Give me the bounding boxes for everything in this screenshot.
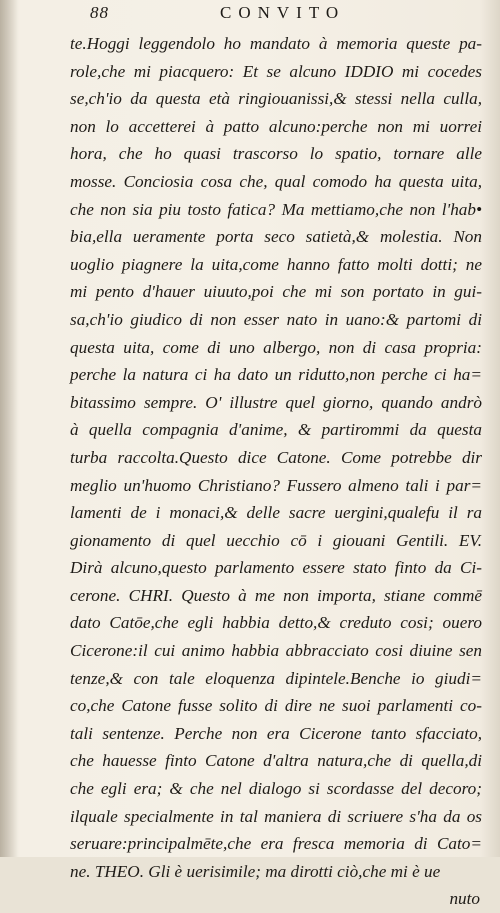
running-head: CONVITO [220,3,346,22]
text-line: à quella compagnia d'anime, & partirommi da questa [70,420,482,440]
text-line: sa,ch'io giudico di non esser nato in uano:& partomi di [70,309,482,329]
page-number: 88 [90,3,109,22]
text-line: lamenti de i monaci,& delle sacre uergini,qualefu il ra [70,503,482,523]
text-line: che hauesse finto Catone d'altra natura,che di quella,di [70,751,482,771]
text-line: perche la natura ci ha dato un ridutto,non perche ci ha= [70,365,482,385]
text-line: cerone. CHRI. Questo à me non importa, stiane commē [70,585,482,605]
text-line: bia,ella ueramente porta seco satietà,& molestia. Non [70,227,482,247]
text-line: gionamento di quel uecchio cō i giouani Gentili. EV. [70,530,482,550]
text-line: meglio un'huomo Christiano? Fussero almeno tali i par= [70,475,482,495]
text-line: role,che mi piacquero: Et se alcuno IDDIO mi cocedes [70,61,482,81]
text-line: che egli era; & che nel dialogo si scordasse del decoro; [70,779,482,799]
text-line: se,ch'io da questa età ringiouanissi,& stessi nella culla, [70,89,482,109]
text-line: uoglio piagnere la uita,come hanno fatto molti dotti; ne [70,254,482,274]
text-line: seruare:principalmēte,che era fresca memoria di Cato= [70,834,482,854]
text-line: dato Catōe,che egli habbia detto,& creduto cosi; ouero [70,613,482,633]
text-line: ilquale specialmente in tal maniera di scriuere s'ha da os [70,806,482,826]
text-line: Dirà alcuno,questo parlamento essere stato finto da Ci- [70,558,482,578]
text-line: Cicerone:il cui animo habbia abbracciato cosi diuine sen [70,641,482,661]
text-line: bitassimo sempre. O' illustre quel giorno, quando andrò [70,392,482,412]
text-line: che non sia piu tosto fatica? Ma mettiamo,che non l'hab• [70,199,482,219]
catchword: nuto [449,889,480,909]
text-line: te.Hoggi leggendolo ho mandato à memoria queste pa- [70,34,482,53]
text-line: tenze,& con tale eloquenza dipintele.Benche io giudi= [70,668,482,688]
text-line: mi pento d'hauer uiuuto,poi che mi son portato in gui- [70,282,482,302]
text-line: mosse. Conciosia cosa che, qual comodo ha questa uita, [70,171,482,191]
body-text [70,30,482,913]
text-line: questa uita, come di uno albergo, non di casa propria: [70,337,482,357]
text-line: ne. THEO. Gli è uerisimile; ma dirotti ciò,che mi è ue [70,861,441,881]
binding-shadow [0,0,18,857]
text-line: hora, che ho quasi trascorso lo spatio, tornare alle [70,144,482,164]
text-line: turba raccolta.Questo dice Catone. Come potrebbe dir [70,447,482,467]
text-line: tali sentenze. Perche non era Cicerone tanto sfacciato, [70,723,482,743]
text-line: co,che Catone fusse solito di dire ne suoi parlamenti co- [70,696,482,716]
page-header [90,3,460,25]
text-line: non lo accetterei à patto alcuno:perche non mi uorrei [70,116,482,136]
